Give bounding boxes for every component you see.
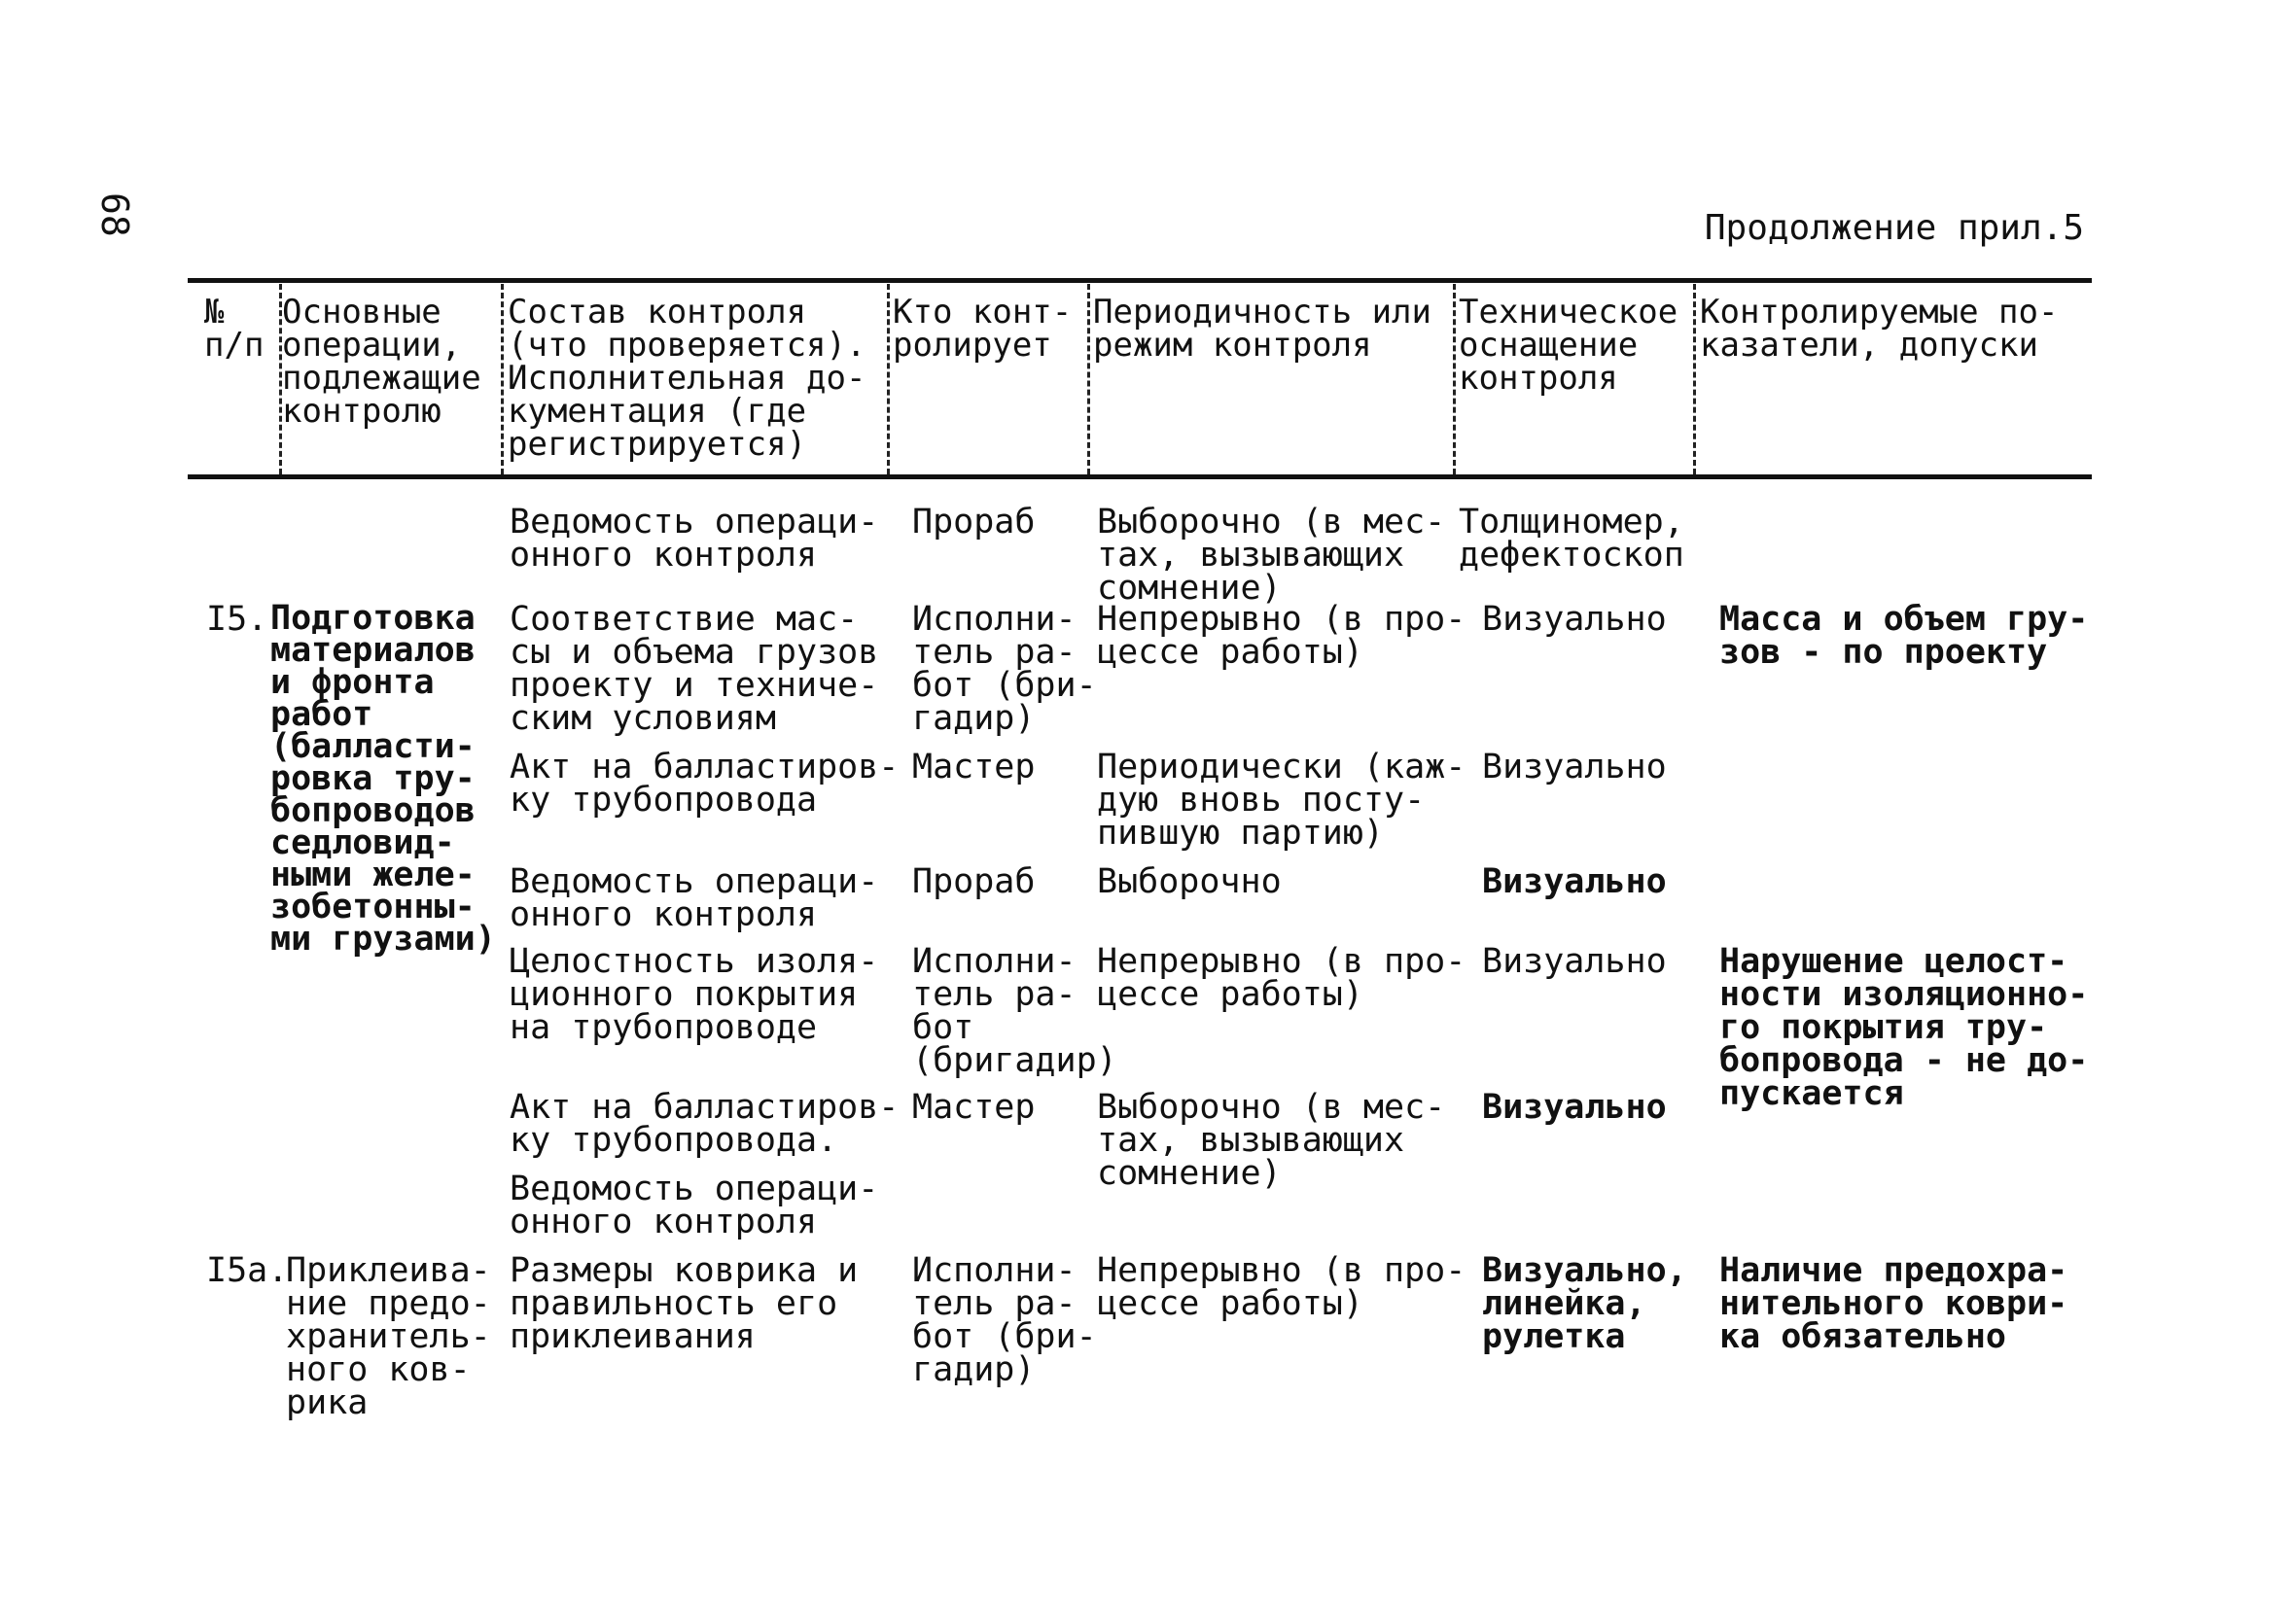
cell-num: I5.: [206, 600, 268, 639]
cell-period: Выборочно (в мес- тах, вызывающих сомнение): [1097, 1088, 1446, 1193]
cell-equipment: Визуально: [1482, 600, 1667, 639]
cell-indicators: Наличие предохра- нительного коври- ка обязательно: [1719, 1251, 2068, 1356]
cell-who: Исполни- тель ра- бот (бригадир): [912, 942, 1117, 1080]
header-who: Кто конт- ролирует: [893, 293, 1073, 365]
page-number: 68: [93, 192, 136, 237]
cell-who: Мастер: [912, 1088, 1036, 1127]
column-separator: [1087, 284, 1090, 474]
cell-composition: Соответствие мас- сы и объема грузов проекту и техниче- ским условиям: [510, 600, 879, 738]
table-header-rule: [188, 474, 2092, 479]
cell-composition: Ведомость операци- онного контроля: [510, 1170, 879, 1241]
continuation-label: Продолжение прил.5: [1704, 208, 2084, 248]
cell-equipment: Визуально: [1482, 942, 1667, 981]
cell-indicators: Масса и объем гру- зов - по проекту: [1719, 600, 2089, 672]
cell-who: Исполни- тель ра- бот (бри- гадир): [912, 1251, 1097, 1389]
cell-operation: Приклеива- ние предо- хранитель- ного ков- рика: [286, 1251, 491, 1422]
column-separator: [501, 284, 504, 474]
cell-composition: Ведомость операци- онного контроля: [510, 862, 879, 934]
cell-who: Прораб: [912, 503, 1036, 541]
cell-who: Мастер: [912, 748, 1036, 786]
cell-who: Прораб: [912, 862, 1036, 901]
cell-indicators: Нарушение целост- ности изоляционно- го покрытия тру- бопровода - не до- пускается: [1719, 942, 2089, 1113]
cell-composition: Целостность изоля- ционного покрытия на трубопроводе: [510, 942, 879, 1047]
cell-equipment: Визуально: [1482, 862, 1667, 901]
cell-period: Периодически (каж- дую вновь посту- пившую партию): [1097, 748, 1466, 853]
column-separator: [1693, 284, 1696, 474]
cell-who: Исполни- тель ра- бот (бри- гадир): [912, 600, 1097, 738]
cell-equipment: Визуально: [1482, 748, 1667, 786]
cell-composition: Акт на балластиров- ку трубопровода: [510, 748, 900, 820]
cell-num: I5а.: [206, 1251, 289, 1290]
cell-period: Непрерывно (в про- цессе работы): [1097, 600, 1466, 672]
header-num: № п/п: [204, 293, 265, 365]
column-separator: [1453, 284, 1456, 474]
header-equipment: Техническое оснащение контроля: [1459, 293, 1678, 398]
header-indicators: Контролируемые по- казатели, допуски: [1700, 293, 2059, 365]
column-separator: [887, 284, 890, 474]
cell-composition: Размеры коврика и правильность его приклеивания: [510, 1251, 859, 1356]
table-top-rule: [188, 278, 2092, 283]
cell-period: Выборочно: [1097, 862, 1282, 901]
cell-equipment: Толщиномер, дефектоскоп: [1459, 503, 1684, 575]
cell-period: Выборочно (в мес- тах, вызывающих сомнение): [1097, 503, 1446, 608]
header-operations: Основные операции, подлежащие контролю: [282, 293, 481, 431]
cell-period: Непрерывно (в про- цессе работы): [1097, 1251, 1466, 1323]
cell-operation: Подготовка материалов и фронта работ (балласти- ровка тру- бопроводов седловид- ными желе- зобетонны- ми грузами): [270, 599, 496, 959]
cell-equipment: Визуально, линейка, рулетка: [1482, 1251, 1687, 1356]
header-composition: Состав контроля (что проверяется). Исполнительная до- кументация (где регистрируется): [508, 293, 866, 464]
cell-composition: Ведомость операци- онного контроля: [510, 503, 879, 575]
cell-composition: Акт на балластиров- ку трубопровода.: [510, 1088, 900, 1160]
cell-period: Непрерывно (в про- цессе работы): [1097, 942, 1466, 1014]
cell-equipment: Визуально: [1482, 1088, 1667, 1127]
header-periodicity: Периодичность или режим контроля: [1093, 293, 1431, 365]
